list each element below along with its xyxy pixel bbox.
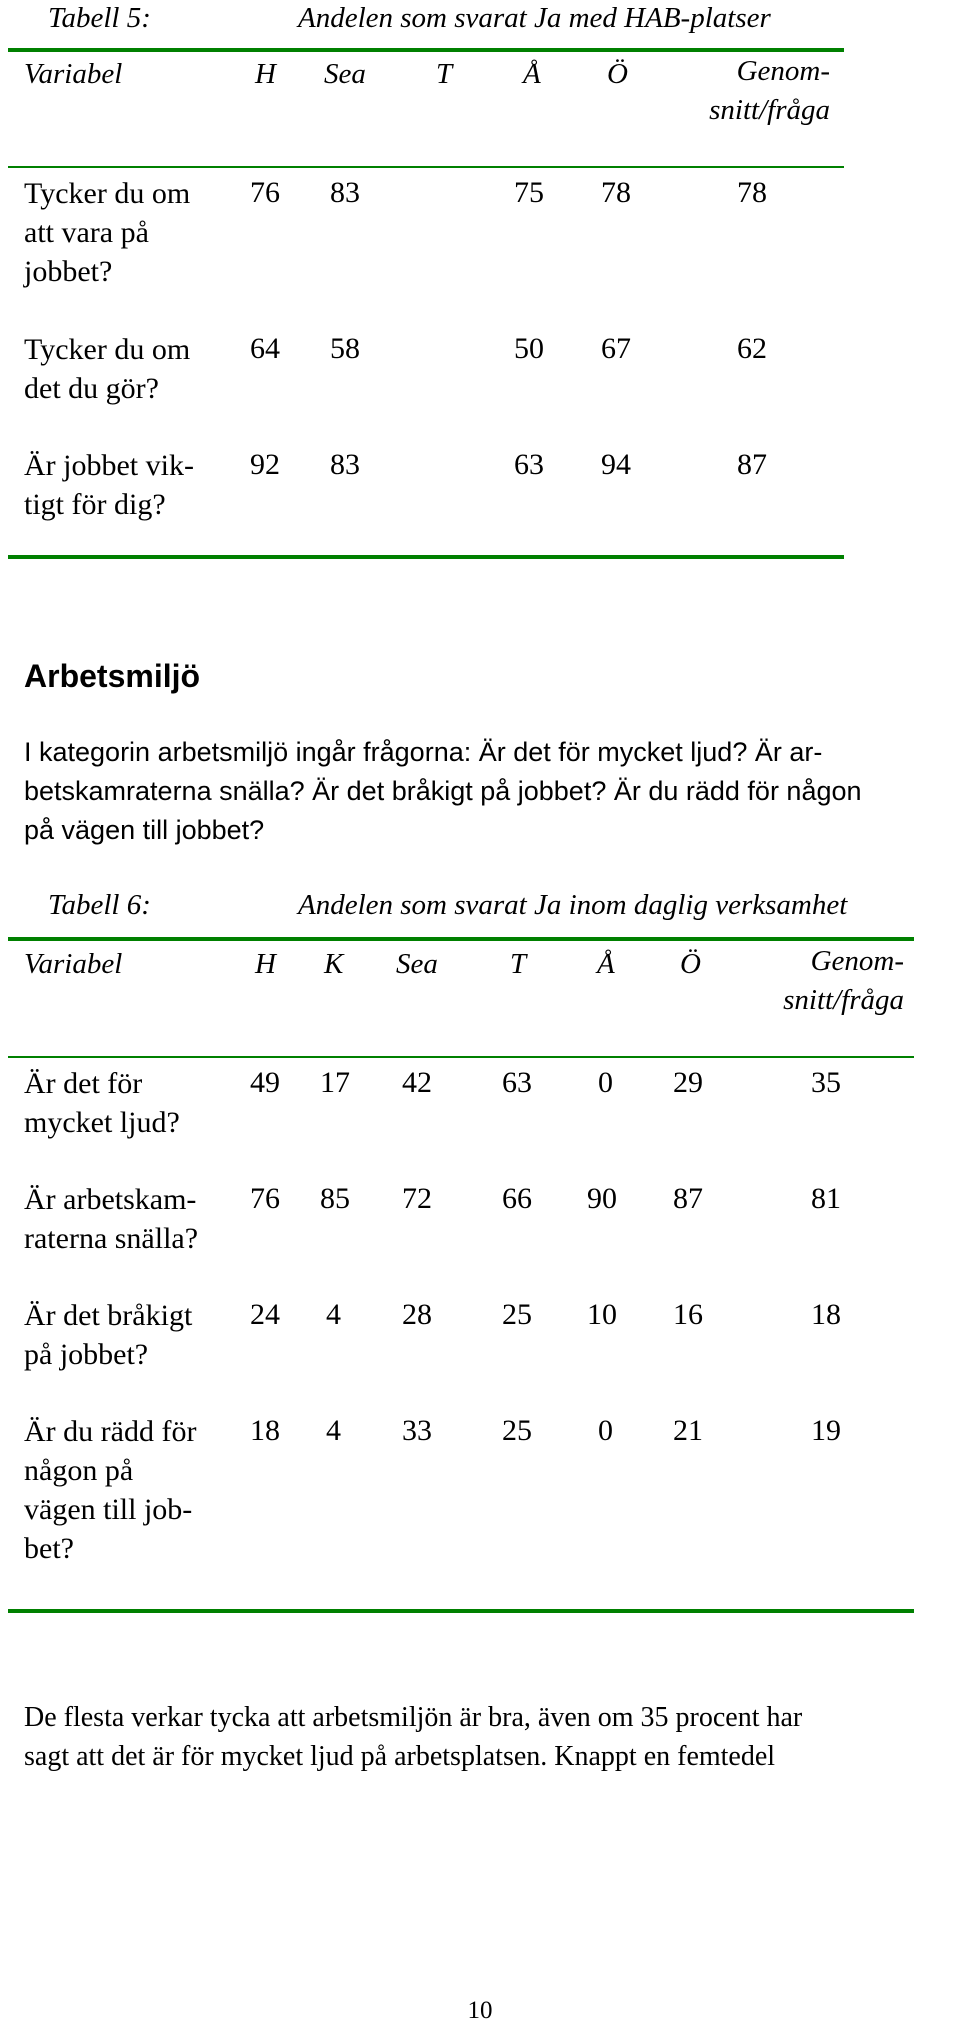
table6-header-aa: Å	[597, 948, 615, 980]
table6-cell: 10	[587, 1298, 617, 1331]
table6-cell: 33	[402, 1414, 432, 1447]
page-number: 10	[467, 1997, 493, 2024]
section-intro: I kategorin arbetsmiljö ingår frågorna: Är det för mycket ljud? Är ar- betskamraterna snälla? Är det bråkigt på jobbet? Är du rädd för någon på vägen till jobbet?	[24, 737, 862, 845]
table5-header-aa: Å	[523, 58, 541, 90]
table6-header-oe: Ö	[680, 948, 701, 980]
table5-header-h: H	[255, 58, 276, 90]
table6-caption: Tabell 6:	[48, 889, 151, 921]
table5-cell: 83	[330, 448, 360, 481]
table5-cell: 87	[737, 448, 767, 481]
table6-cell: 28	[402, 1298, 432, 1331]
table5-row-label: Tycker du om det du gör?	[24, 333, 191, 405]
table6-cell: 35	[811, 1066, 841, 1099]
table6-cell: 25	[502, 1414, 532, 1447]
table6-cell: 66	[502, 1182, 532, 1215]
table6-row-label: Är du rädd för någon på vägen till job- bet?	[24, 1415, 197, 1565]
closing-paragraph: De flesta verkar tycka att arbetsmiljön är bra, även om 35 procent har sagt att det är för mycket ljud på arbetsplatsen. Knappt en femtedel	[24, 1702, 803, 1772]
table6-cell: 90	[587, 1182, 617, 1215]
table5-cell: 64	[250, 332, 280, 365]
table5-row-label: Tycker du om att vara på jobbet?	[24, 177, 191, 288]
table6-cell: 81	[811, 1182, 841, 1215]
table6-cell: 0	[598, 1414, 613, 1447]
table5-row-label: Är jobbet vik- tigt för dig?	[24, 449, 194, 521]
table6-header-rule	[8, 1056, 914, 1058]
table5-header-variabel: Variabel	[24, 58, 123, 90]
section-heading: Arbetsmiljö	[24, 658, 201, 694]
table5-cell: 58	[330, 332, 360, 365]
table6-cell: 0	[598, 1066, 613, 1099]
table6-cell: 16	[673, 1298, 703, 1331]
table5-title: Andelen som svarat Ja med HAB-platser	[298, 2, 771, 34]
table5-header-oe: Ö	[607, 58, 628, 90]
table6-cell: 87	[673, 1182, 703, 1215]
table5-cell: 63	[514, 448, 544, 481]
table6-cell: 18	[250, 1414, 280, 1447]
table6-cell: 85	[320, 1182, 350, 1215]
table6-cell: 21	[673, 1414, 703, 1447]
table6-cell: 25	[502, 1298, 532, 1331]
table6-title: Andelen som svarat Ja inom daglig verksamhet	[298, 889, 848, 921]
table5-cell: 92	[250, 448, 280, 481]
table6-header-variabel: Variabel	[24, 948, 123, 980]
table6-bottom-rule	[8, 1609, 914, 1613]
table6-cell: 4	[326, 1298, 341, 1331]
table6-row-label: Är det för mycket ljud?	[24, 1067, 180, 1139]
table6-cell: 76	[250, 1182, 280, 1215]
table6-header-h: H	[255, 948, 276, 980]
table5-cell: 83	[330, 176, 360, 209]
table6-header-average: Genom- snitt/fråga	[783, 945, 904, 1016]
table6-header-sea: Sea	[396, 948, 438, 980]
table6-header-t: T	[510, 948, 527, 980]
table6-header-k: K	[324, 948, 344, 980]
table6-cell: 49	[250, 1066, 280, 1099]
table5-header-t: T	[436, 58, 453, 90]
table6-cell: 4	[326, 1414, 341, 1447]
table5-header-sea: Sea	[324, 58, 366, 90]
table6-row-label: Är arbetskam- raterna snälla?	[24, 1183, 199, 1255]
table6-cell: 18	[811, 1298, 841, 1331]
table5-cell: 62	[737, 332, 767, 365]
table5-header-average: Genom- snitt/fråga	[709, 55, 830, 126]
table6-cell: 17	[320, 1066, 350, 1099]
table6-row-label: Är det bråkigt på jobbet?	[24, 1299, 193, 1371]
table6-cell: 29	[673, 1066, 703, 1099]
table6-cell: 19	[811, 1414, 841, 1447]
table5-cell: 94	[601, 448, 631, 481]
table5-cell: 50	[514, 332, 544, 365]
table6-cell: 63	[502, 1066, 532, 1099]
table6-cell: 72	[402, 1182, 432, 1215]
table6-top-rule	[8, 937, 914, 941]
table5-cell: 67	[601, 332, 631, 365]
table6-cell: 42	[402, 1066, 432, 1099]
table5-header-rule	[8, 166, 844, 168]
table6-cell: 24	[250, 1298, 280, 1331]
table5-cell: 78	[737, 176, 767, 209]
table5-bottom-rule	[8, 555, 844, 559]
table5-cell: 76	[250, 176, 280, 209]
table5-caption: Tabell 5:	[48, 2, 151, 34]
table5-cell: 78	[601, 176, 631, 209]
table5-cell: 75	[514, 176, 544, 209]
